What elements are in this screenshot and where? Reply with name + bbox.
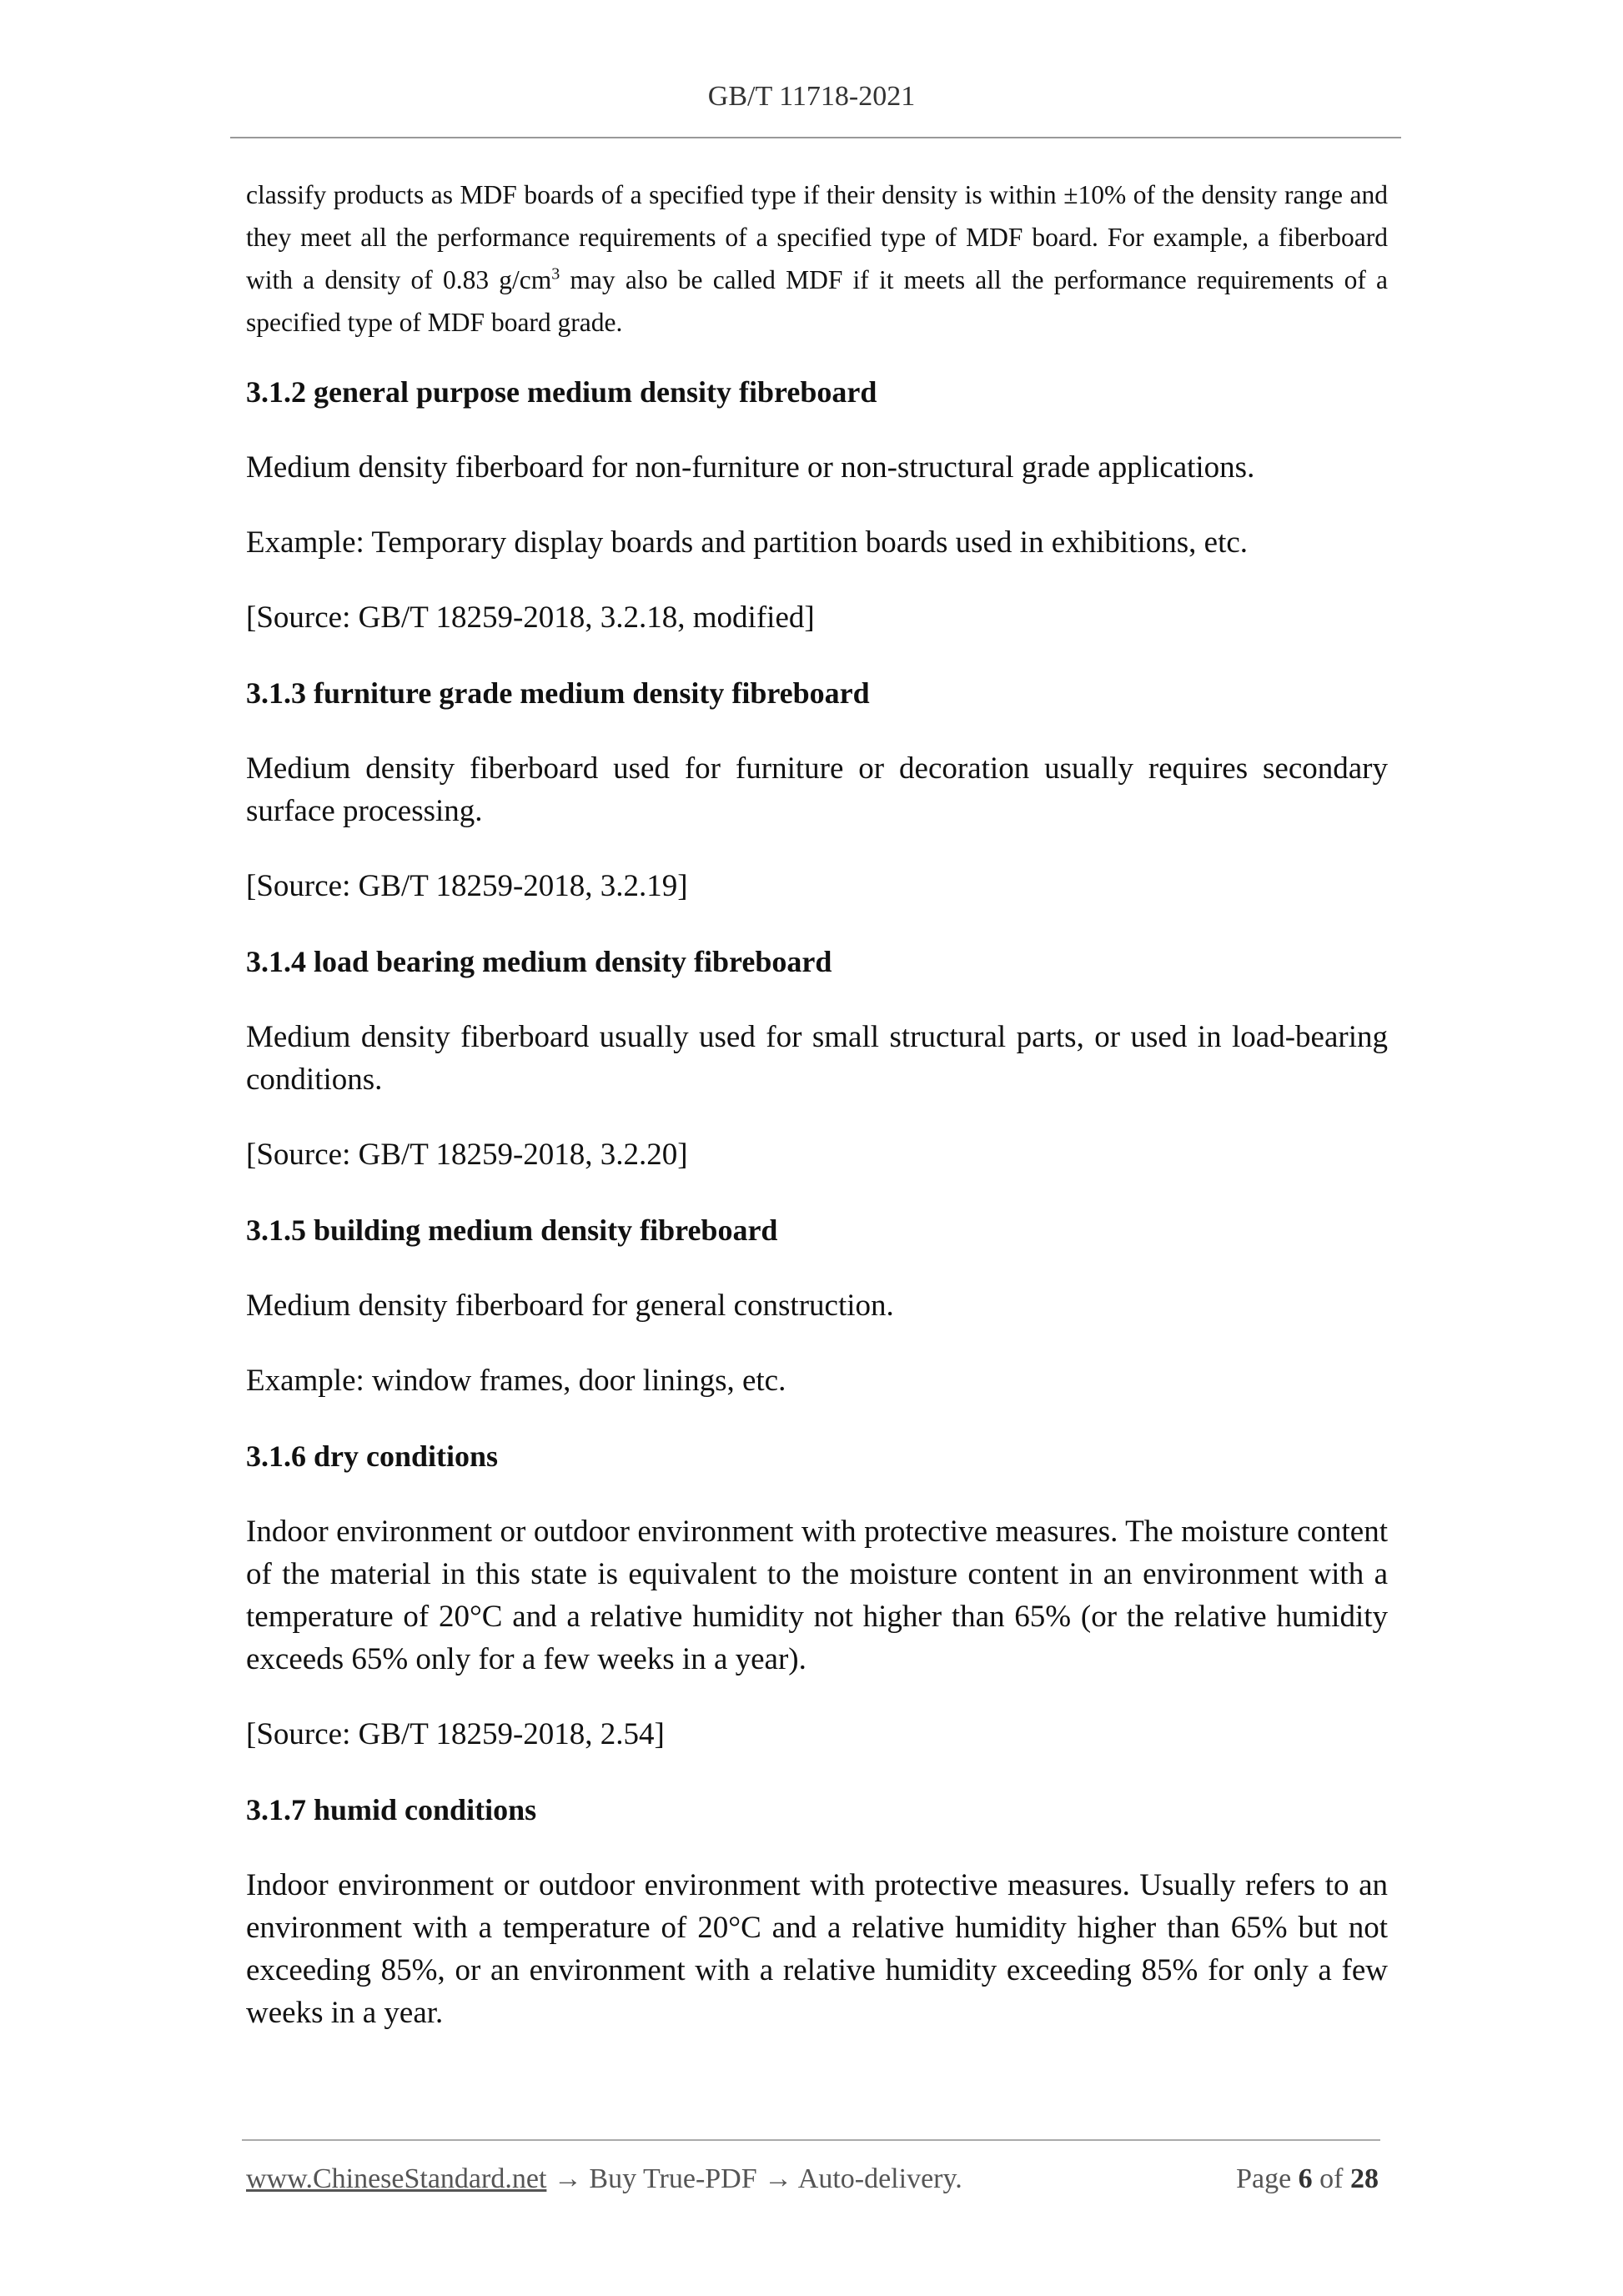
section-heading: 3.1.3 furniture grade medium density fibreboard (246, 676, 870, 710)
intro-text-end: may also be called MDF if it meets all the performance requirements of a specified type of MDF board grade. (246, 265, 1388, 337)
arrow-right-icon: → (553, 2163, 582, 2194)
section-3-1-6 (246, 1434, 1388, 1756)
page-total: 28 (1350, 2163, 1379, 2194)
section-source: [Source: GB/T 18259-2018, 3.2.19] (246, 869, 688, 903)
section-heading: 3.1.7 humid conditions (246, 1793, 537, 1826)
header-divider (230, 137, 1401, 138)
page-content (246, 173, 1388, 2034)
section-source: [Source: GB/T 18259-2018, 3.2.20] (246, 1138, 688, 1172)
section-3-1-5 (246, 1208, 1388, 1402)
section-heading: 3.1.5 building medium density fibreboard (246, 1213, 778, 1247)
section-heading: 3.1.6 dry conditions (246, 1439, 499, 1473)
section-heading: 3.1.2 general purpose medium density fibreboard (246, 375, 877, 409)
arrow-right-icon: → (764, 2163, 793, 2194)
section-paragraph: Medium density fiberboard for non-furniture or non-structural grade applications. (246, 450, 1255, 485)
intro-superscript: 3 (551, 264, 560, 284)
page-header-title: GB/T 11718-2021 (707, 81, 916, 112)
section-3-1-7 (246, 1788, 1388, 2034)
delivery-text: Auto-delivery. (797, 2163, 962, 2194)
section-source: [Source: GB/T 18259-2018, 3.2.18, modified] (246, 600, 815, 635)
intro-text-start: classify products as MDF boards of a specified type if their density is within ±10% of the density range and they meet all the performance requirements of a specified type of MDF board. For example, a fiberboard with a density of 0.83 g/cm (246, 180, 1388, 294)
section-3-1-3 (246, 671, 1388, 907)
website-link[interactable]: www.ChineseStandard.net (246, 2163, 547, 2194)
section-paragraph: Medium density fiberboard usually used for small structural parts, or used in load-bearing conditions. (246, 1020, 1388, 1097)
section-paragraph: Medium density fiberboard used for furniture or decoration usually requires secondary surface processing. (246, 751, 1388, 828)
intro-paragraph (246, 173, 1388, 344)
section-3-1-4 (246, 940, 1388, 1176)
footer-divider (242, 2139, 1380, 2141)
section-paragraph: Indoor environment or outdoor environment with protective measures. The moisture content of the material in this state is equivalent to the moisture content in an environment with a temperature of 20°C and a relative humidity not higher than 65% (or the relative humidity exceeds 65% only for a few weeks in a year). (246, 1515, 1388, 1676)
section-heading: 3.1.4 load bearing medium density fibreboard (246, 945, 832, 978)
page-current: 6 (1298, 2163, 1313, 2194)
section-source: [Source: GB/T 18259-2018, 2.54] (246, 1717, 665, 1751)
page-of-label: of (1319, 2163, 1344, 2194)
section-paragraph: Example: Temporary display boards and partition boards used in exhibitions, etc. (246, 525, 1249, 560)
page-number (1236, 2158, 1379, 2200)
buy-text: Buy True-PDF (589, 2163, 757, 2194)
section-paragraph: Medium density fiberboard for general construction. (246, 1289, 894, 1323)
section-3-1-2 (246, 370, 1388, 639)
section-paragraph: Example: window frames, door linings, etc. (246, 1364, 786, 1398)
section-paragraph: Indoor environment or outdoor environment with protective measures. Usually refers to an environment with a temperature of 20°C and a relative humidity higher than 65% but not exceeding 85%, or an environment with a relative humidity exceeding 85% for only a few weeks in a year. (246, 1868, 1388, 2030)
page-label: Page (1236, 2163, 1292, 2194)
footer-promo (246, 2158, 962, 2200)
page-footer (246, 2158, 1380, 2200)
